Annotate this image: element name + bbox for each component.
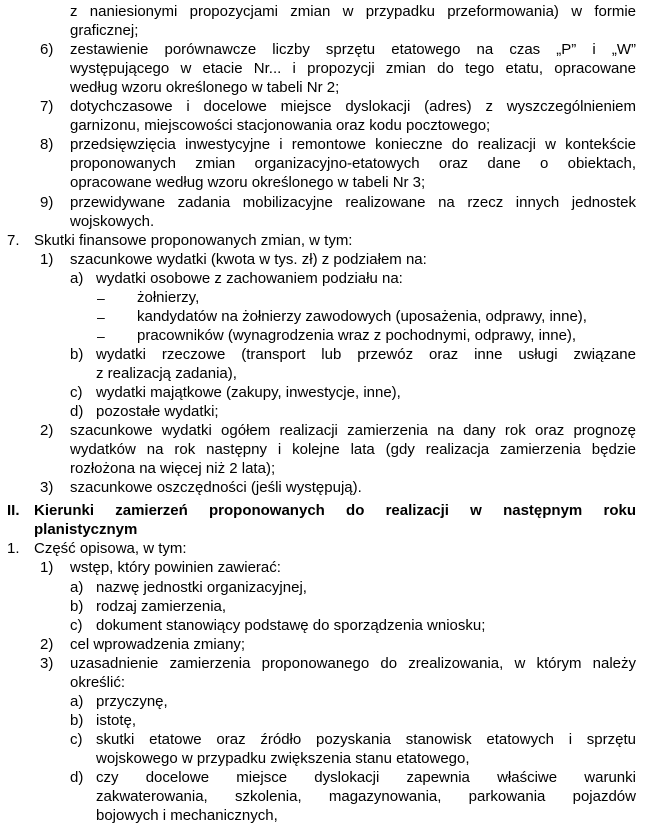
text-line: rozłożona na więcej niż 2 lata);: [70, 460, 276, 478]
list-marker: a): [70, 269, 84, 287]
text-line: żołnierzy,: [137, 288, 200, 306]
text-line: wojskowego w przypadku zwiększenia stanu etatowego,: [96, 749, 470, 767]
list-marker: a): [70, 578, 84, 596]
text-line: czy docelowe miejsce dyslokacji zapewnia właściwe warunki: [96, 769, 636, 786]
text-line: pracowników (wynagrodzenia wraz z pochodnymi, odprawy, inne),: [137, 326, 577, 344]
text-line: proponowanych zmian organizacyjno-etatowych oraz dane o obiektach,: [70, 155, 636, 173]
text-line: planistycznym: [34, 521, 138, 539]
list-marker: 7): [40, 98, 54, 116]
text-line: zakwaterowania, szkolenia, magazynowania, parkowania pojazdów: [96, 788, 636, 806]
text-line: garnizonu, miejscowości stacjonowania oraz kodu pocztowego;: [70, 117, 491, 135]
text-line: opracowane według wzoru określonego w tabeli Nr 3;: [70, 174, 426, 192]
list-marker: c): [70, 730, 83, 748]
text-line: przedsięwzięcia inwestycyjne i remontowe konieczne do realizacji w kontekście: [70, 136, 636, 154]
list-marker: a): [70, 692, 84, 710]
list-marker: 8): [40, 136, 54, 154]
list-marker: 1): [40, 250, 54, 268]
text-line: nazwę jednostki organizacyjnej,: [96, 578, 307, 596]
list-marker: –: [97, 289, 105, 306]
text-line: dotychczasowe i docelowe miejsce dyslokacji (adres) z wyszczególnieniem: [70, 98, 636, 116]
text-line: według wzoru określonego w tabeli Nr 2;: [70, 79, 340, 97]
text-line: skutki etatowe oraz źródło pozyskania stanowisk etatowych i sprzętu: [96, 730, 636, 748]
list-marker: 7.: [7, 231, 20, 249]
list-marker: b): [70, 597, 84, 615]
text-line: wydatków na rok następny i kolejne lata (gdy realizacja zamierzenia będzie: [70, 441, 636, 459]
list-marker: d): [70, 769, 84, 786]
text-line: występującego w etacie Nr... i propozycji zmian do tego etatu, opracowane: [70, 60, 636, 78]
text-line: istotę,: [96, 711, 137, 729]
list-marker: 2): [40, 635, 54, 653]
text-line: wydatki rzeczowe (transport lub przewóz oraz inne usługi związane: [96, 345, 636, 363]
list-marker: –: [97, 327, 105, 344]
list-marker: II.: [7, 502, 20, 520]
text-line: zestawienie porównawcze liczby sprzętu etatowego na czas „P” i „W”: [70, 41, 636, 59]
text-line: kandydatów na żołnierzy zawodowych (uposażenia, odprawy, inne),: [137, 307, 587, 325]
text-line: Kierunki zamierzeń proponowanych do realizacji w następnym roku: [34, 502, 636, 520]
text-line: cel wprowadzenia zmiany;: [70, 635, 246, 653]
text-line: wydatki majątkowe (zakupy, inwestycje, inne),: [96, 384, 401, 401]
list-marker: 9): [40, 193, 54, 211]
list-marker: 1): [40, 559, 54, 577]
text-line: określić:: [70, 673, 126, 691]
list-marker: c): [70, 384, 83, 401]
list-marker: 3): [40, 479, 54, 497]
list-marker: 2): [40, 422, 54, 440]
text-line: przewidywane zadania mobilizacyjne realizowane na rzecz innych jednostek: [70, 193, 636, 211]
text-line: z realizacją zadania),: [96, 364, 237, 382]
text-line: bojowych i mechanicznych,: [96, 807, 278, 825]
text-line: Skutki finansowe proponowanych zmian, w tym:: [34, 231, 353, 249]
text-line: uzasadnienie zamierzenia proponowanego do zrealizowania, w którym należy: [70, 654, 636, 672]
list-marker: 1.: [7, 540, 20, 558]
list-marker: 3): [40, 654, 54, 672]
list-marker: b): [70, 711, 84, 729]
list-marker: b): [70, 345, 84, 363]
text-line: wojskowych.: [70, 212, 155, 230]
text-line: szacunkowe wydatki (kwota w tys. zł) z podziałem na:: [70, 250, 427, 268]
text-line: przyczynę,: [96, 692, 168, 710]
text-line: pozostałe wydatki;: [96, 403, 219, 421]
text-line: szacunkowe oszczędności (jeśli występują).: [70, 479, 362, 497]
list-marker: c): [70, 616, 83, 634]
text-line: wydatki osobowe z zachowaniem podziału na:: [96, 269, 403, 287]
list-marker: –: [97, 308, 105, 325]
text-line: z naniesionymi propozycjami zmian w przypadku przeformowania) w formie: [70, 3, 636, 20]
text-line: szacunkowe wydatki ogółem realizacji zamierzenia na dany rok oraz prognozę: [70, 422, 636, 440]
text-line: Część opisowa, w tym:: [34, 540, 187, 558]
list-marker: 6): [40, 41, 54, 59]
text-line: rodzaj zamierzenia,: [96, 597, 227, 615]
list-marker: d): [70, 403, 84, 421]
text-line: dokument stanowiący podstawę do sporządzenia wniosku;: [96, 616, 486, 634]
text-line: wstęp, który powinien zawierać:: [70, 559, 281, 577]
text-line: graficznej;: [70, 22, 139, 40]
